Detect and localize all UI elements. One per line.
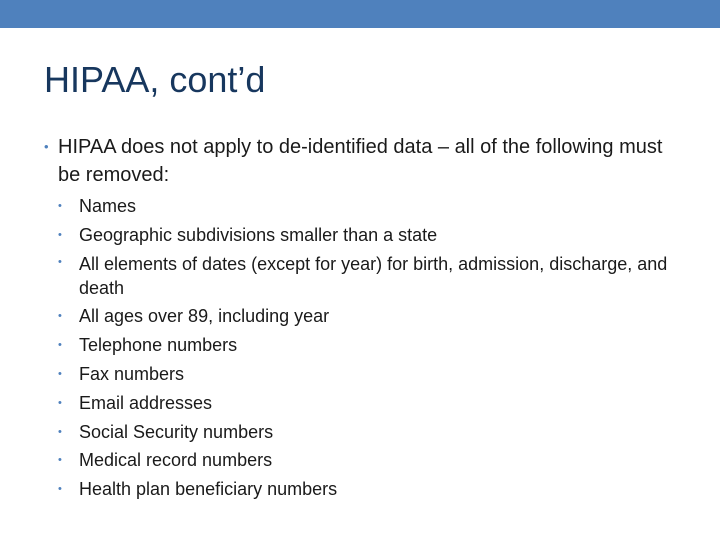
list-item — [58, 418, 678, 447]
list-item — [58, 250, 678, 303]
slide-title: HIPAA, cont’d — [44, 59, 266, 100]
list-item — [58, 302, 678, 331]
list-item-text: Names — [79, 196, 137, 216]
list-item — [58, 221, 678, 250]
bullet-dot-icon: • — [58, 255, 62, 268]
bullet-dot-icon: • — [58, 339, 62, 352]
list-item-text: Geographic subdivisions smaller than a state — [79, 224, 438, 245]
list-item — [58, 446, 678, 475]
top-accent-bar — [0, 0, 720, 28]
bullet-dot-icon: • — [58, 367, 62, 380]
list-item-text: Health plan beneficiary numbers — [79, 479, 338, 500]
bullet-dot-icon: • — [58, 454, 62, 467]
removed-identifiers-list — [58, 192, 678, 504]
list-item — [58, 360, 678, 389]
list-item-text: Fax numbers — [79, 363, 185, 384]
list-item — [58, 389, 678, 418]
bullet-dot-icon: • — [58, 425, 62, 438]
bullet-dot-icon: • — [44, 139, 49, 154]
list-item-text: Social Security numbers — [79, 421, 274, 442]
list-item — [58, 331, 678, 360]
main-bullet-text: HIPAA does not apply to de-identified data – all of the following must be removed: — [58, 136, 663, 186]
bullet-dot-icon: • — [58, 396, 62, 409]
bullet-dot-icon: • — [58, 200, 62, 212]
list-item — [58, 192, 678, 221]
list-item-text: All elements of dates (except for year) for birth, admission, discharge, and death — [79, 253, 668, 298]
bullet-dot-icon: • — [58, 228, 62, 241]
list-item — [58, 475, 678, 504]
list-item-text: Telephone numbers — [79, 335, 238, 356]
bullet-dot-icon: • — [58, 483, 62, 496]
main-bullet — [44, 133, 684, 189]
bullet-dot-icon: • — [58, 310, 62, 323]
list-item-text: All ages over 89, including year — [79, 306, 330, 327]
list-item-text: Medical record numbers — [79, 450, 273, 471]
list-item-text: Email addresses — [79, 392, 213, 413]
